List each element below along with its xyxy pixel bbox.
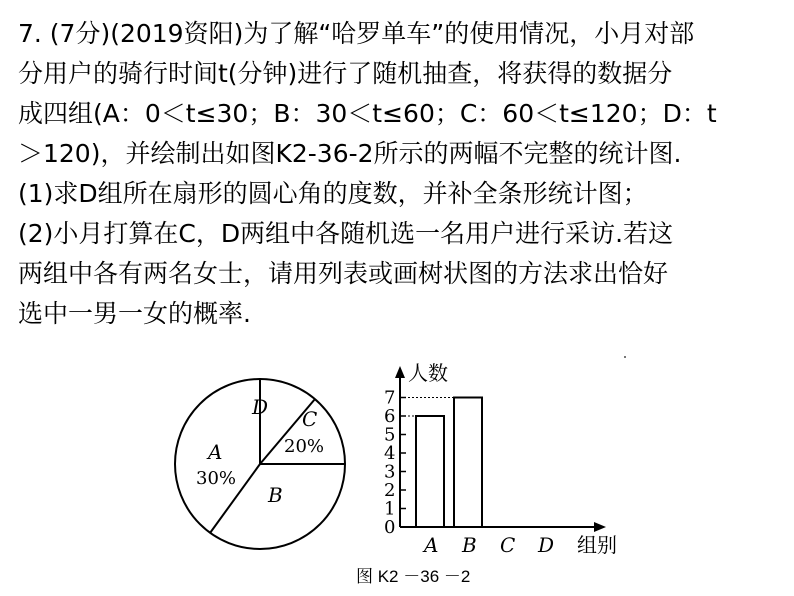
y-tick-label-5: 5 — [384, 424, 396, 446]
problem-line-2: 分用户的骑行时间t(分钟)进行了随机抽查，将获得的数据分 — [18, 59, 673, 88]
y-tick-label-1: 1 — [384, 498, 396, 520]
problem-line-3: 成四组(A：0＜t≤30；B：30＜t≤60；C：60＜t≤120；D：t — [18, 99, 717, 128]
problem-line-6: (2)小月打算在C，D两组中各随机选一名用户进行采访.若这 — [18, 219, 674, 248]
pie-label-c-pct: 20% — [284, 436, 325, 457]
bar-y-axis-arrow — [395, 366, 405, 378]
bar-B — [454, 398, 482, 528]
pie-label-d: D — [252, 395, 269, 419]
problem-line-7: 两组中各有两名女士，请用列表或画树状图的方法求出恰好 — [18, 259, 669, 288]
pie-chart — [168, 352, 358, 562]
pie-label-c: C — [302, 407, 318, 431]
problem-line-8: 选中一男一女的概率. — [18, 299, 251, 328]
figure-caption: 图 K2 －36 －2 — [356, 567, 471, 586]
x-category-label-B: B — [462, 533, 477, 557]
y-tick-label-6: 6 — [384, 406, 396, 427]
pie-label-a-pct: 30% — [196, 468, 237, 489]
y-tick-label-4: 4 — [384, 443, 396, 464]
y-tick-label-2: 2 — [384, 480, 396, 501]
bar-A — [416, 416, 444, 527]
bar-y-axis-title: 人数 — [408, 361, 448, 385]
problem-text — [18, 14, 782, 334]
bar-x-axis-arrow — [594, 522, 606, 532]
pie-label-a: A — [208, 440, 223, 464]
y-tick-label-7: 7 — [384, 387, 396, 409]
pie-label-b: B — [268, 483, 283, 507]
x-category-label-A: A — [424, 533, 439, 557]
y-tick-label-3: 3 — [384, 461, 396, 483]
problem-line-1: 7. (7分)(2019资阳)为了解“哈罗单车”的使用情况，小月对部 — [18, 19, 695, 48]
y-tick-label-0: 0 — [384, 517, 396, 538]
problem-line-5: (1)求D组所在扇形的圆心角的度数，并补全条形统计图； — [18, 179, 648, 208]
bar-layer — [384, 388, 554, 558]
problem-line-4: ＞120)，并绘制出如图K2-36-2所示的两幅不完整的统计图. — [18, 139, 682, 168]
bar-chart — [355, 352, 640, 567]
x-category-label-C: C — [500, 533, 516, 557]
x-category-label-D: D — [538, 533, 555, 557]
bar-x-axis-title: 组别 — [577, 533, 617, 557]
